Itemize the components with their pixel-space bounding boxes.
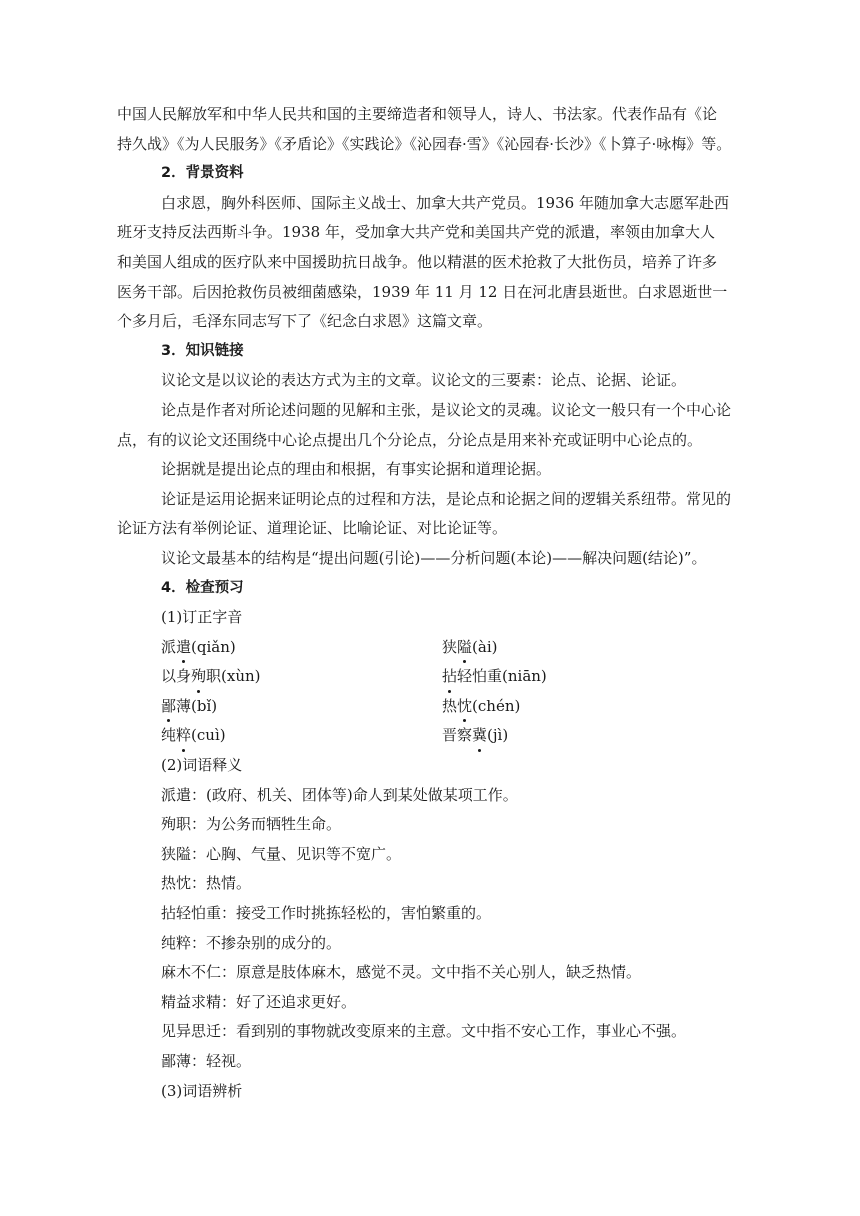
paragraph-line: 论证方法有举例论证、道理论证、比喻论证、对比论证等。 [117, 519, 508, 538]
paragraph-line: 议论文最基本的结构是“提出问题(引论)——分析问题(本论)——解决问题(结论)”。 [161, 548, 707, 567]
emphasis-dot-char: 鄙 [161, 692, 176, 722]
emphasis-dot-char: 殉 [191, 662, 206, 692]
pronunciation-item: 鄙薄(bǐ) [161, 692, 442, 722]
pronunciation-item: 以身殉职(xùn) [161, 662, 442, 692]
emphasis-dot-char: 遣 [176, 633, 191, 663]
definition-line: 纯粹：不掺杂别的成分的。 [161, 933, 342, 952]
paragraph-line: 论点是作者对所论述问题的见解和主张，是议论文的灵魂。议论文一般只有一个中心论 [161, 400, 732, 419]
paragraph-line: 点，有的议论文还围绕中心论点提出几个分论点，分论点是用来补充或证明中心论点的。 [117, 430, 703, 449]
pronunciation-item: 派遣(qiǎn) [161, 633, 442, 663]
section-heading-knowledge: 3．知识链接 [161, 342, 244, 359]
pronunciation-item: 热忱(chén) [442, 692, 520, 722]
subheading-pronunciation: (1)订正字音 [161, 608, 243, 627]
pronunciation-row [117, 633, 743, 663]
definition-line: 见异思迁：看到别的事物就改变原来的主意。文中指不安心工作，事业心不强。 [161, 1022, 687, 1041]
paragraph-line: 医务干部。后因抢救伤员被细菌感染，1939 年 11 月 12 日在河北唐县逝世。白求恩逝世一 [117, 282, 728, 301]
definition-line: 派遣：(政府、机关、团体等)命人到某处做某项工作。 [161, 785, 518, 804]
section-heading-preview: 4．检查预习 [161, 579, 244, 596]
intro-line: 持久战》《为人民服务》《矛盾论》《实践论》《沁园春·雪》《沁园春·长沙》《卜算子·咏梅》等。 [117, 134, 732, 153]
intro-line: 中国人民解放军和中华人民共和国的主要缔造者和领导人，诗人、书法家。代表作品有《论 [117, 105, 718, 123]
paragraph-line: 和美国人组成的医疗队来中国援助抗日战争。他以精湛的医术抢救了大批伤员，培养了许多 [117, 252, 718, 271]
definition-line: 狭隘：心胸、气量、见识等不宽广。 [161, 844, 402, 863]
pronunciation-row [117, 662, 743, 692]
emphasis-dot-char: 冀 [472, 721, 487, 751]
definition-line: 精益求精：好了还追求更好。 [161, 992, 357, 1011]
pronunciation-row [117, 692, 743, 722]
section-heading-background: 2．背景资料 [161, 165, 244, 182]
pronunciation-item: 狭隘(ài) [442, 633, 497, 663]
paragraph-line: 论据就是提出论点的理由和根据，有事实论据和道理论据。 [161, 460, 552, 479]
paragraph-line: 议论文是以议论的表达方式为主的文章。议论文的三要素：论点、论据、论证。 [161, 371, 687, 390]
emphasis-dot-char: 拈 [442, 662, 457, 692]
subheading-definitions: (2)词语释义 [161, 756, 243, 775]
definition-line: 麻木不仁：原意是肢体麻木，感觉不灵。文中指不关心别人，缺乏热情。 [161, 963, 642, 982]
pronunciation-item: 拈轻怕重(niān) [442, 662, 547, 692]
emphasis-dot-char: 隘 [457, 633, 472, 663]
pronunciation-row [117, 721, 743, 751]
paragraph-line: 白求恩，胸外科医师、国际主义战士、加拿大共产党员。1936 年随加拿大志愿军赴西 [161, 193, 729, 212]
emphasis-dot-char: 忱 [457, 692, 472, 722]
pronunciation-item: 纯粹(cuì) [161, 721, 442, 751]
document-body [117, 100, 743, 1106]
definition-line: 热忱：热情。 [161, 874, 252, 893]
pronunciation-item: 晋察冀(jì) [442, 721, 508, 751]
subheading-word-distinction: (3)词语辨析 [161, 1081, 243, 1100]
definition-line: 鄙薄：轻视。 [161, 1052, 252, 1070]
paragraph-line: 个多月后，毛泽东同志写下了《纪念白求恩》这篇文章。 [117, 312, 493, 331]
emphasis-dot-char: 粹 [176, 721, 191, 751]
definition-line: 拈轻怕重：接受工作时挑拣轻松的，害怕繁重的。 [161, 904, 492, 923]
definition-line: 殉职：为公务而牺牲生命。 [161, 815, 342, 834]
paragraph-line: 班牙支持反法西斯斗争。1938 年，受加拿大共产党和美国共产党的派遣，率领由加拿大人 [117, 223, 715, 242]
paragraph-line: 论证是运用论据来证明论点的过程和方法，是论点和论据之间的逻辑关系纽带。常见的 [161, 489, 732, 508]
